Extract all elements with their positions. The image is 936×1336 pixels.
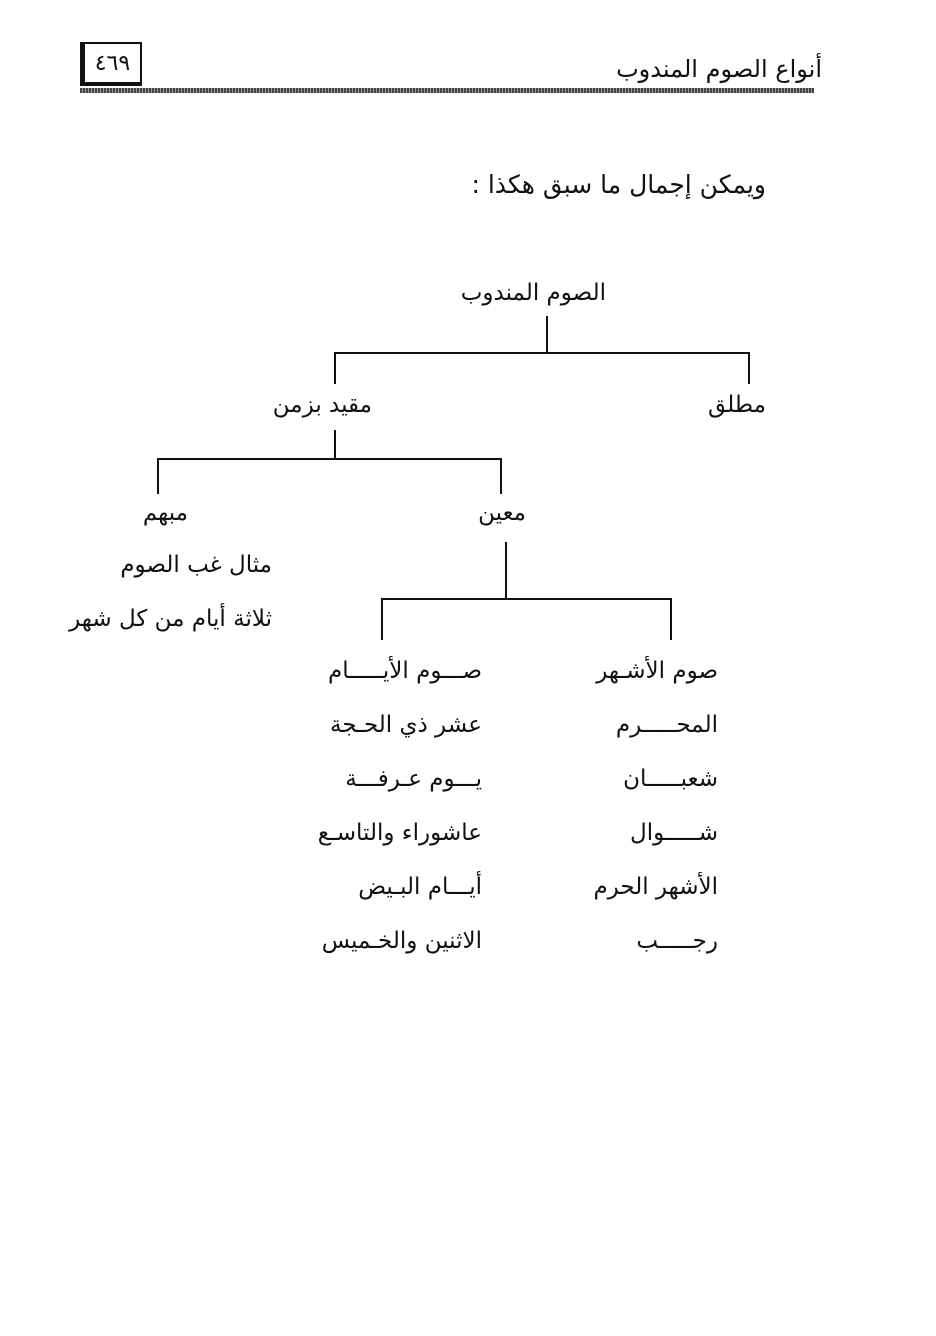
level2-bar	[157, 458, 502, 460]
level1-bar	[334, 352, 750, 354]
time-bound-stem	[334, 430, 336, 460]
list-item: رجـــــب	[636, 928, 718, 954]
days-column	[318, 644, 482, 968]
months-column	[593, 644, 718, 968]
absolute-drop	[748, 352, 750, 384]
page-number: ٤٦٩	[80, 42, 142, 86]
list-item: صـــوم الأيـــــام	[327, 658, 482, 684]
list-item: الأشهر الحرم	[593, 874, 718, 900]
vague-example-line1: مثال غب الصوم	[120, 552, 272, 578]
list-item: أيـــام البـيض	[358, 874, 482, 900]
vague-drop	[157, 458, 159, 494]
tree-root-label: الصوم المندوب	[460, 280, 606, 306]
specific-label: معين	[478, 500, 526, 526]
list-item: الاثنين والخـميس	[321, 928, 482, 954]
list-item: عشر ذي الحـجة	[330, 712, 482, 738]
level3-bar	[381, 598, 672, 600]
list-item: المحـــــرم	[615, 712, 718, 738]
list-item: صوم الأشـهر	[596, 658, 718, 684]
list-item: شعبـــــان	[623, 766, 718, 792]
absolute-label: مطلق	[708, 392, 766, 418]
specific-stem	[505, 542, 507, 600]
running-header-title: أنواع الصوم المندوب	[616, 55, 822, 83]
specific-drop	[500, 458, 502, 494]
vague-example-line2: ثلاثة أيام من كل شهر	[69, 606, 272, 632]
months-drop	[670, 598, 672, 640]
intro-sentence: ويمكن إجمال ما سبق هكذا :	[471, 170, 766, 199]
header-rule	[80, 88, 814, 93]
vague-label: مبهم	[142, 500, 188, 526]
list-item: شـــــوال	[630, 820, 718, 846]
time-bound-label: مقيد بزمن	[272, 392, 372, 418]
list-item: عاشوراء والتاسـع	[317, 820, 482, 846]
days-drop	[381, 598, 383, 640]
root-stem	[546, 316, 548, 354]
list-item: يـــوم عـرفـــة	[345, 766, 482, 792]
time-bound-drop	[334, 352, 336, 384]
